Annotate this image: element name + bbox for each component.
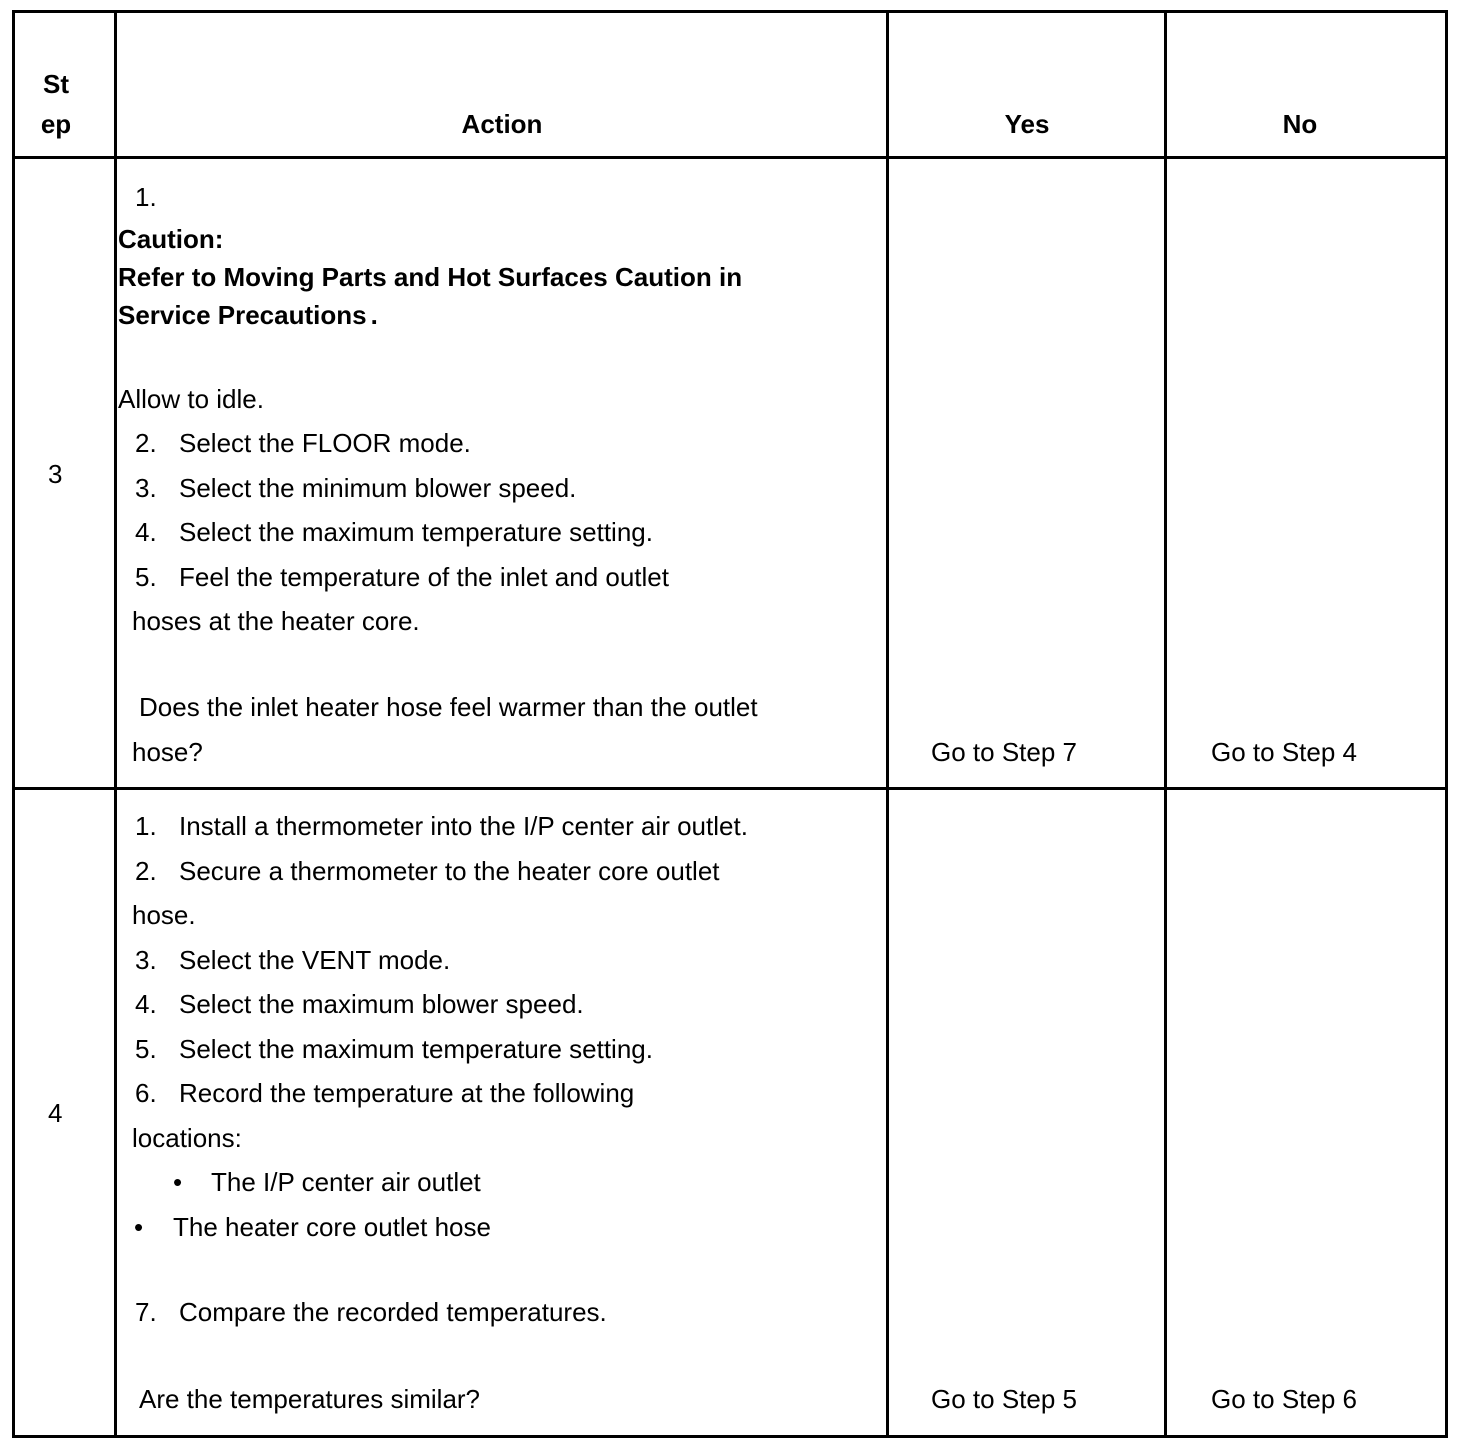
table-border-bottom bbox=[12, 1435, 1448, 1438]
step3-item-1-number: 1. bbox=[135, 182, 157, 212]
step3-caution-text-1: Refer to Moving Parts and Hot Surfaces Caution in bbox=[118, 262, 743, 292]
step3-allow-idle: Allow to idle. bbox=[118, 384, 264, 414]
step4-item-7-text: Compare the recorded temperatures. bbox=[179, 1297, 607, 1327]
table-border-top bbox=[12, 10, 1448, 13]
table-border-left bbox=[12, 10, 15, 1438]
step-number-4: 4 bbox=[48, 1098, 63, 1128]
caution-link-service-precautions: Service Precautions bbox=[118, 300, 367, 330]
step3-item-3-text: Select the minimum blower speed. bbox=[179, 473, 577, 503]
step3-item-4-text: Select the maximum temperature setting. bbox=[179, 517, 653, 547]
step4-item-4-number: 4. bbox=[135, 989, 157, 1019]
step4-item-2-number: 2. bbox=[135, 856, 157, 886]
header-step bbox=[14, 69, 98, 139]
step3-item-2-text: Select the FLOOR mode. bbox=[179, 428, 471, 458]
header-step-line2: ep bbox=[40, 109, 72, 139]
step3-item-3 bbox=[135, 473, 576, 503]
step4-item-6 bbox=[135, 1078, 634, 1108]
column-divider-action bbox=[886, 10, 889, 1438]
bullet-icon: • bbox=[173, 1167, 183, 1197]
step3-item-5-number: 5. bbox=[135, 562, 157, 592]
step4-bullet-1 bbox=[173, 1167, 481, 1197]
step4-bullet-2-text: The heater core outlet hose bbox=[173, 1212, 491, 1242]
header-step-line1: St bbox=[43, 69, 69, 99]
step4-item-6-continued: locations: bbox=[132, 1123, 242, 1153]
header-no: No bbox=[1282, 109, 1318, 139]
step4-bullet-1-text: The I/P center air outlet bbox=[211, 1167, 481, 1197]
header-divider bbox=[12, 156, 1448, 159]
step3-question-line-1: Does the inlet heater hose feel warmer than the outlet bbox=[139, 692, 758, 722]
step3-item-2-number: 2. bbox=[135, 428, 157, 458]
column-divider-step bbox=[114, 10, 117, 1438]
column-divider-yes bbox=[1164, 10, 1167, 1438]
step3-item-5 bbox=[135, 562, 669, 592]
header-action: Action bbox=[461, 109, 543, 139]
step4-item-2-continued: hose. bbox=[132, 900, 196, 930]
step3-no-result: Go to Step 4 bbox=[1211, 737, 1357, 767]
step4-question: Are the temperatures similar? bbox=[139, 1384, 481, 1414]
step3-item-4 bbox=[135, 517, 653, 547]
step4-item-5-text: Select the maximum temperature setting. bbox=[179, 1034, 653, 1064]
row-divider bbox=[12, 787, 1448, 790]
step4-item-2 bbox=[135, 856, 720, 886]
step4-item-3-number: 3. bbox=[135, 945, 157, 975]
step4-no-result: Go to Step 6 bbox=[1211, 1384, 1357, 1414]
step4-bullet-2 bbox=[134, 1212, 491, 1242]
step3-yes-result: Go to Step 7 bbox=[931, 737, 1077, 767]
step4-item-3-text: Select the VENT mode. bbox=[179, 945, 451, 975]
bullet-icon: • bbox=[134, 1212, 144, 1242]
step3-question-line-2: hose? bbox=[132, 737, 203, 767]
caution-period: . bbox=[370, 300, 378, 330]
step4-item-5-number: 5. bbox=[135, 1034, 157, 1064]
step4-item-7 bbox=[135, 1297, 607, 1327]
step4-item-1-number: 1. bbox=[135, 811, 157, 841]
step4-item-2-text: Secure a thermometer to the heater core outlet bbox=[179, 856, 720, 886]
step3-item-2 bbox=[135, 428, 471, 458]
step4-item-3 bbox=[135, 945, 450, 975]
step4-yes-result: Go to Step 5 bbox=[931, 1384, 1077, 1414]
step3-item-4-number: 4. bbox=[135, 517, 157, 547]
step4-item-5 bbox=[135, 1034, 653, 1064]
step3-caution-title: Caution: bbox=[118, 224, 224, 254]
step3-item-3-number: 3. bbox=[135, 473, 157, 503]
step4-item-4-text: Select the maximum blower speed. bbox=[179, 989, 584, 1019]
table-border-right bbox=[1445, 10, 1448, 1438]
step3-item-5-text: Feel the temperature of the inlet and outlet bbox=[179, 562, 669, 592]
step4-item-1 bbox=[135, 811, 748, 841]
step4-item-1-text: Install a thermometer into the I/P center air outlet. bbox=[179, 811, 748, 841]
step4-item-7-number: 7. bbox=[135, 1297, 157, 1327]
step4-item-4 bbox=[135, 989, 584, 1019]
step4-item-6-text: Record the temperature at the following bbox=[179, 1078, 635, 1108]
header-yes: Yes bbox=[1004, 109, 1050, 139]
step3-caution-text-2 bbox=[118, 300, 378, 330]
step4-item-6-number: 6. bbox=[135, 1078, 157, 1108]
step3-item-5-continued: hoses at the heater core. bbox=[132, 606, 420, 636]
step-number-3: 3 bbox=[48, 459, 63, 489]
